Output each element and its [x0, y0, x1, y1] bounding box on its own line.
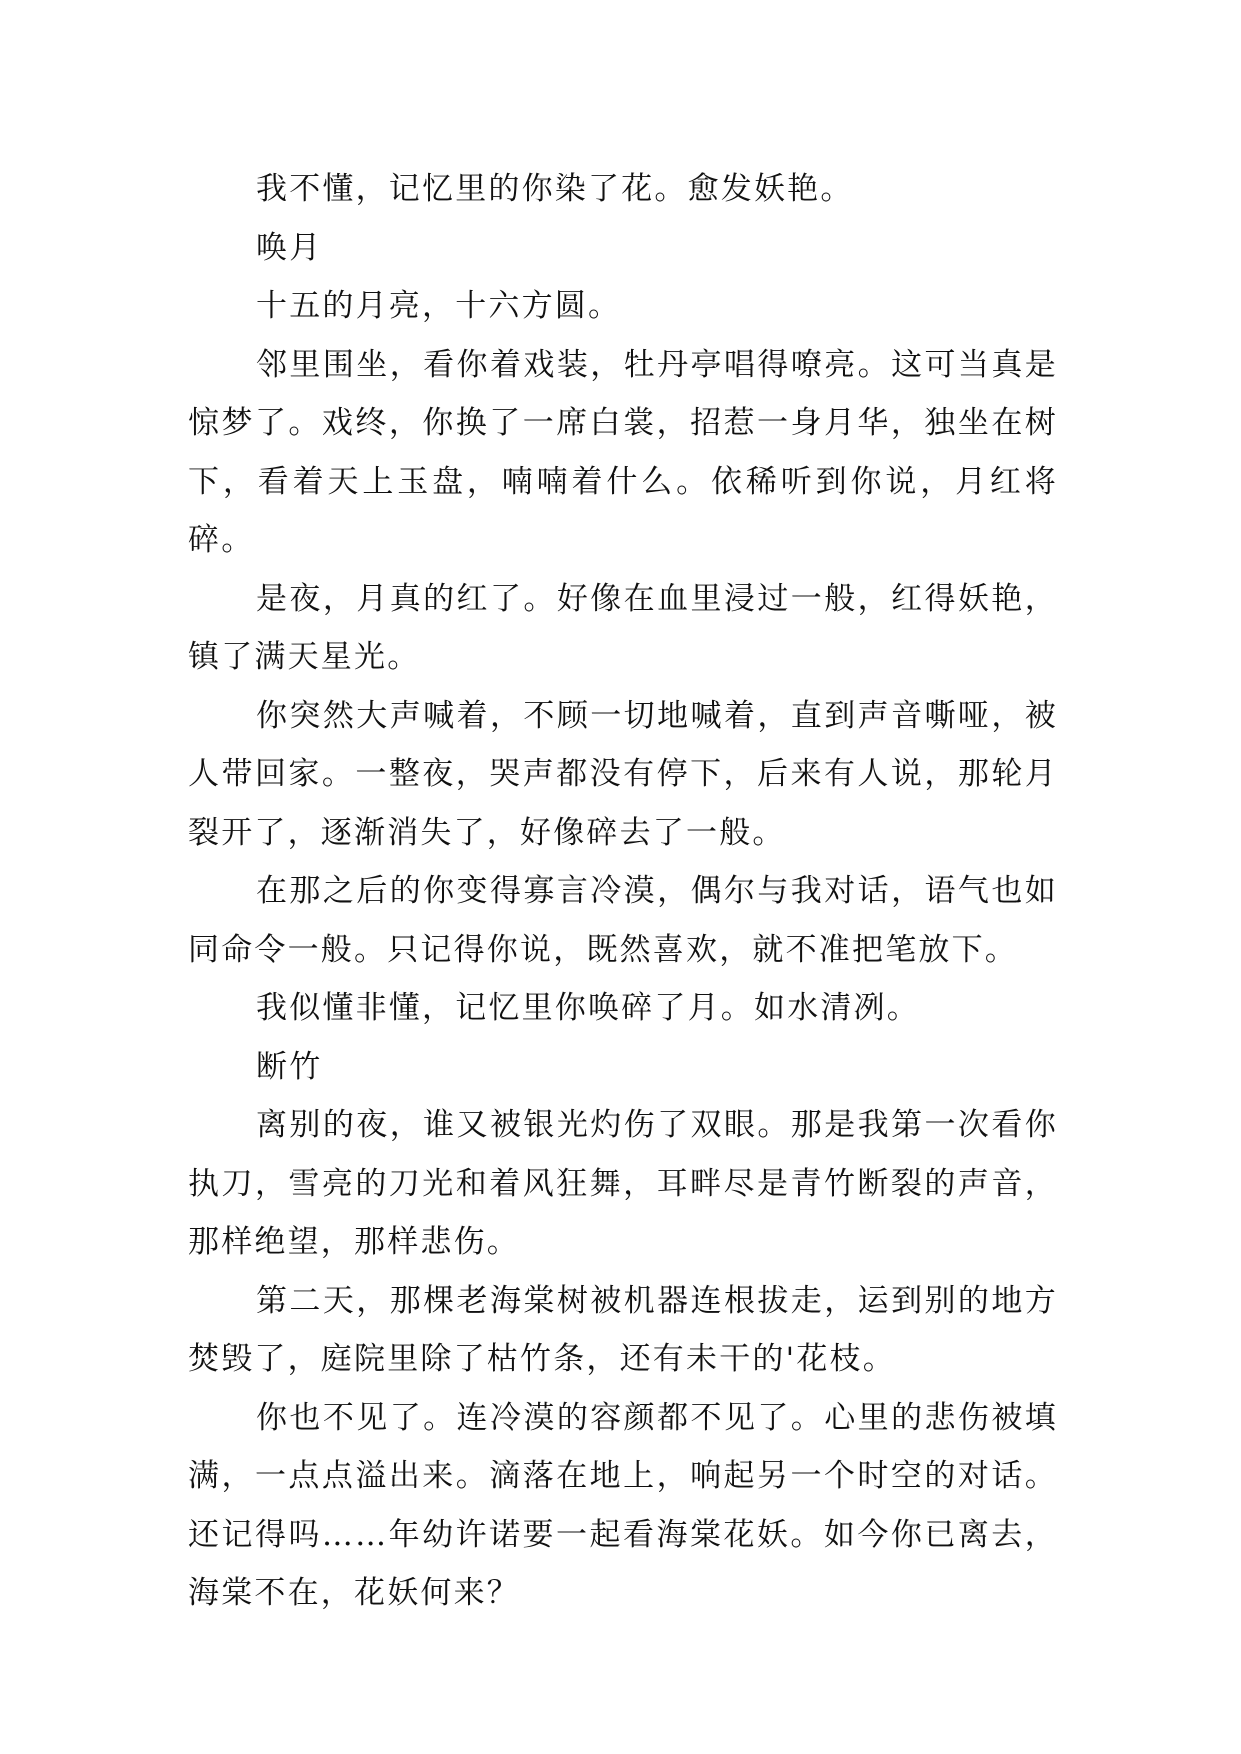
document-body [188, 160, 1058, 1623]
paragraph: 你也不见了。连冷漠的容颜都不见了。心里的悲伤被填满，一点点溢出来。滴落在地上，响起另一个时空的对话。还记得吗……年幼许诺要一起看海棠花妖。如今你已离去，海棠不在，花妖何来？ [188, 1399, 1058, 1611]
paragraph: 十五的月亮，十六方圆。 [256, 288, 622, 324]
paragraph: 邻里围坐，看你着戏装，牡丹亭唱得嘹亮。这可当真是惊梦了。戏终，你换了一席白裳，招惹一身月华，独坐在树下，看着天上玉盘，喃喃着什么。依稀听到你说，月红将碎。 [188, 346, 1058, 558]
paragraph: 离别的夜，谁又被银光灼伤了双眼。那是我第一次看你执刀，雪亮的刀光和着风狂舞，耳畔尽是青竹断裂的声音，那样绝望，那样悲伤。 [188, 1107, 1058, 1260]
paragraph: 在那之后的你变得寡言冷漠，偶尔与我对话，语气也如同命令一般。只记得你说，既然喜欢，就不准把笔放下。 [188, 873, 1058, 968]
paragraph: 第二天，那棵老海棠树被机器连根拔走，运到别的地方焚毁了，庭院里除了枯竹条，还有未干的'花枝。 [188, 1282, 1058, 1377]
paragraph: 你突然大声喊着，不顾一切地喊着，直到声音嘶哑，被人带回家。一整夜，哭声都没有停下，后来有人说，那轮月裂开了，逐渐消失了，好像碎去了一般。 [188, 697, 1058, 851]
paragraph: 我不懂，记忆里的你染了花。愈发妖艳。 [256, 171, 854, 207]
paragraph: 是夜，月真的红了。好像在血里浸过一般，红得妖艳，镇了满天星光。 [188, 580, 1058, 675]
section-title-duanzhu: 断竹 [256, 1048, 323, 1085]
section-title-huanyue: 唤月 [256, 229, 323, 266]
paragraph: 我似懂非懂，记忆里你唤碎了月。如水清冽。 [256, 990, 920, 1026]
